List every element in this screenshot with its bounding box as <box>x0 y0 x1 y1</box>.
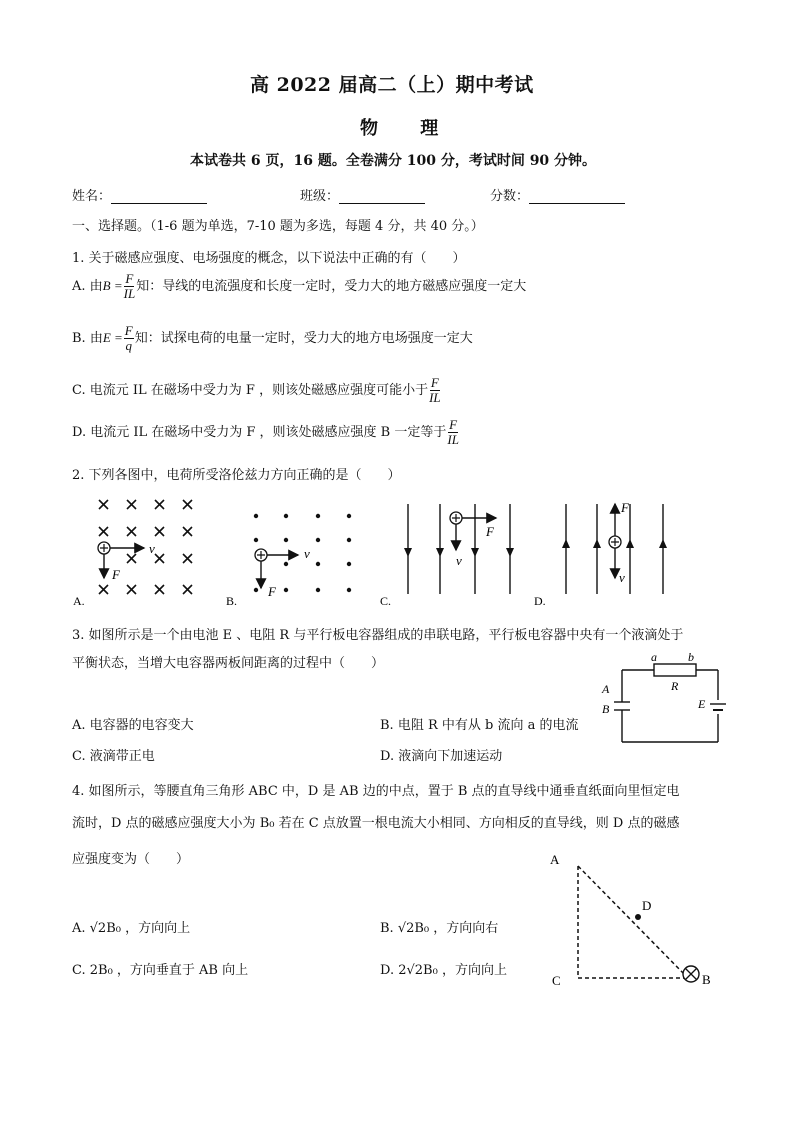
circuit-a-label: a <box>651 650 657 664</box>
svg-text:v: v <box>304 546 310 561</box>
q1-option-b[interactable]: B. 由E = $\frac{F}{q}$ 知：试探电荷的电量一定时，受力大的地方电场强度一定大 <box>72 323 473 353</box>
q3-option-b[interactable]: B. 电阻 R 中有从 b 流向 a 的电流 <box>380 718 579 733</box>
svg-text:v: v <box>456 553 462 568</box>
class-label: 班级： <box>300 189 340 204</box>
fig-b-label: B. <box>226 594 238 608</box>
score-label: 分数： <box>490 189 530 204</box>
q1-option-c[interactable]: C. 电流元 IL 在磁场中受力为 F ，则该处磁感应强度可能小于 $\frac{F}{IL}$ <box>72 375 441 405</box>
q2-figures <box>66 490 746 612</box>
exam-title: 高 2022 届高二（上）期中考试 <box>250 74 534 96</box>
q1-option-d[interactable]: D. 电流元 IL 在磁场中受力为 F ，则该处磁感应强度 B 一定等于 $\frac{F}{IL}$ <box>72 417 459 447</box>
exam-note: 本试卷共 6 页，16 题。全卷满分 100 分，考试时间 90 分钟。 <box>190 153 597 169</box>
svg-text:v: v <box>619 570 625 585</box>
svg-text:F: F <box>621 500 629 515</box>
class-blank[interactable] <box>339 189 425 204</box>
score-blank[interactable] <box>529 189 625 204</box>
q3-stem-line2: 平衡状态，当增大电容器两板间距离的过程中（ ） <box>72 656 385 671</box>
point-d-label: D <box>642 898 652 913</box>
q3-option-d[interactable]: D. 液滴向下加速运动 <box>380 749 503 764</box>
q4-option-d[interactable]: D. 2√2B₀ ，方向向上 <box>380 963 507 978</box>
circuit-e-label: E <box>698 697 706 711</box>
q4-triangle-diagram <box>542 848 722 993</box>
circuit-plate-b-label: B <box>602 702 610 716</box>
vertex-b-label: B <box>702 972 711 987</box>
q4-option-c[interactable]: C. 2B₀ ，方向垂直于 AB 向上 <box>72 963 249 978</box>
q2-figure-c[interactable] <box>380 504 514 608</box>
q4-stem-line3: 应强度变为（ ） <box>72 852 190 867</box>
q3-stem-line1: 3. 如图所示是一个由电池 E 、电阻 R 与平行板电容器组成的串联电路，平行板电容器中央有一个液滴处于 <box>72 628 684 643</box>
subject-title: 物 理 <box>360 118 457 139</box>
q4-option-a[interactable]: A. √2B₀ ，方向向上 <box>72 921 191 936</box>
force-label: F <box>112 567 120 582</box>
q2-figure-d[interactable] <box>534 500 667 608</box>
q4-stem-line1: 4. 如图所示，等腰直角三角形 ABC 中，D 是 AB 边的中点，置于 B 点的直导线中通垂直纸面向里恒定电 <box>72 784 680 799</box>
q3-option-a[interactable]: A. 电容器的电容变大 <box>72 718 194 733</box>
score-field[interactable] <box>490 185 625 204</box>
circuit-plate-a-label: A <box>602 682 610 696</box>
q3-option-c[interactable]: C. 液滴带正电 <box>72 749 155 764</box>
vertex-a-label: A <box>550 852 560 867</box>
dot-marks <box>254 514 351 592</box>
name-blank[interactable] <box>111 189 207 204</box>
svg-text:F: F <box>268 584 276 599</box>
q4-option-b[interactable]: B. √2B₀ ，方向向右 <box>380 921 499 936</box>
q1-option-a[interactable]: A. 由B = $\frac{F}{IL}$ 知：导线的电流强度和长度一定时，受力大的地方磁感应强度一定大 <box>72 271 527 301</box>
vertex-c-label: C <box>552 973 561 988</box>
fig-d-label: D. <box>534 594 546 608</box>
svg-text:F: F <box>486 524 494 539</box>
velocity-label: v <box>149 541 155 556</box>
circuit-r-label: R <box>671 679 679 693</box>
q2-figure-a[interactable] <box>73 500 192 608</box>
section-heading: 一、选择题。（1-6 题为单选，7-10 题为多选，每题 4 分，共 40 分。） <box>72 219 484 234</box>
class-field[interactable] <box>300 185 425 204</box>
fig-a-label: A. <box>73 594 85 608</box>
q2-stem: 2. 下列各图中，电荷所受洛伦兹力方向正确的是（ ） <box>72 468 401 483</box>
name-field[interactable] <box>72 185 207 204</box>
q4-stem-line2: 流时，D 点的磁感应强度大小为 B₀ 若在 C 点放置一根电流大小相同、方向相反的直导线，则 D 点的磁感 <box>72 816 680 831</box>
q1-stem: 1. 关于磁感应强度、电场强度的概念，以下说法中正确的有（ ） <box>72 251 466 266</box>
q3-circuit-diagram <box>596 648 746 748</box>
name-label: 姓名： <box>72 189 112 204</box>
circuit-b-label: b <box>688 650 694 664</box>
fig-c-label: C. <box>380 594 392 608</box>
q2-figure-b[interactable] <box>226 514 351 608</box>
